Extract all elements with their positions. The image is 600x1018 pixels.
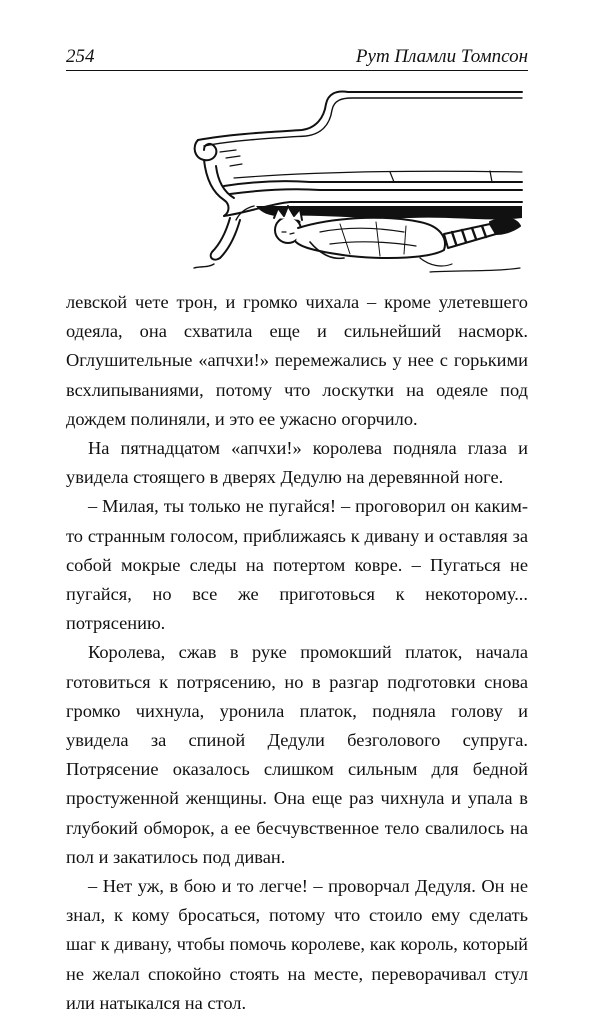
sofa-arm bbox=[195, 140, 217, 160]
running-title: Рут Пламли Томпсон bbox=[355, 46, 528, 67]
page-header bbox=[66, 44, 528, 71]
sofa-illustration bbox=[190, 82, 530, 280]
paragraph: – Милая, ты только не пугайся! – проговорил он каким-то странным голосом, приближаясь к дивану и оставляя за собой мокрые следы на потертом ковре. – Пугаться не пугайся, но все же приготовься к некоторому... потрясению. bbox=[66, 496, 528, 634]
sofa-leg bbox=[211, 218, 240, 260]
page-number: 254 bbox=[66, 46, 95, 67]
sofa-seat bbox=[224, 181, 522, 186]
body-text bbox=[66, 288, 528, 1018]
paragraph: – Нет уж, в бою и то легче! – проворчал Дедуля. Он не знал, к кому бросаться, потому что стоило ему сделать шаг к дивану, чтобы помочь королеве, как король, который не желал спокойно стоять на месте, переворачивал стул или натыкался на стол. bbox=[66, 876, 528, 1013]
paragraph: Королева, сжав в руке промокший платок, начала готовиться к потрясению, но в разгар подготовки снова громко чихнула, уронила платок, подняла голову и увидела за спиной Дедули безголового супруга. Потрясение оказалось слишком сильным для бедной простуженной женщины. Она еще раз чихнула и упала в глубокий обморок, а ее бесчувственное тело свалилось на пол и закатилось под диван. bbox=[66, 642, 528, 867]
paragraph: левской чете трон, и громко чихала – кроме улетевшего одеяла, она схватила еще и сильнейший насморк. Оглушительные «апчхи!» перемежались у нее с горькими всхлипываниями, потому что лоскутки на одеяле под дождем полиняли, и это ее ужасно огорчило. bbox=[66, 292, 528, 429]
sofa-back bbox=[198, 92, 522, 141]
paragraph: На пятнадцатом «апчхи!» королева подняла глаза и увидела стоящего в дверях Дедулю на деревянной ноге. bbox=[66, 438, 528, 488]
